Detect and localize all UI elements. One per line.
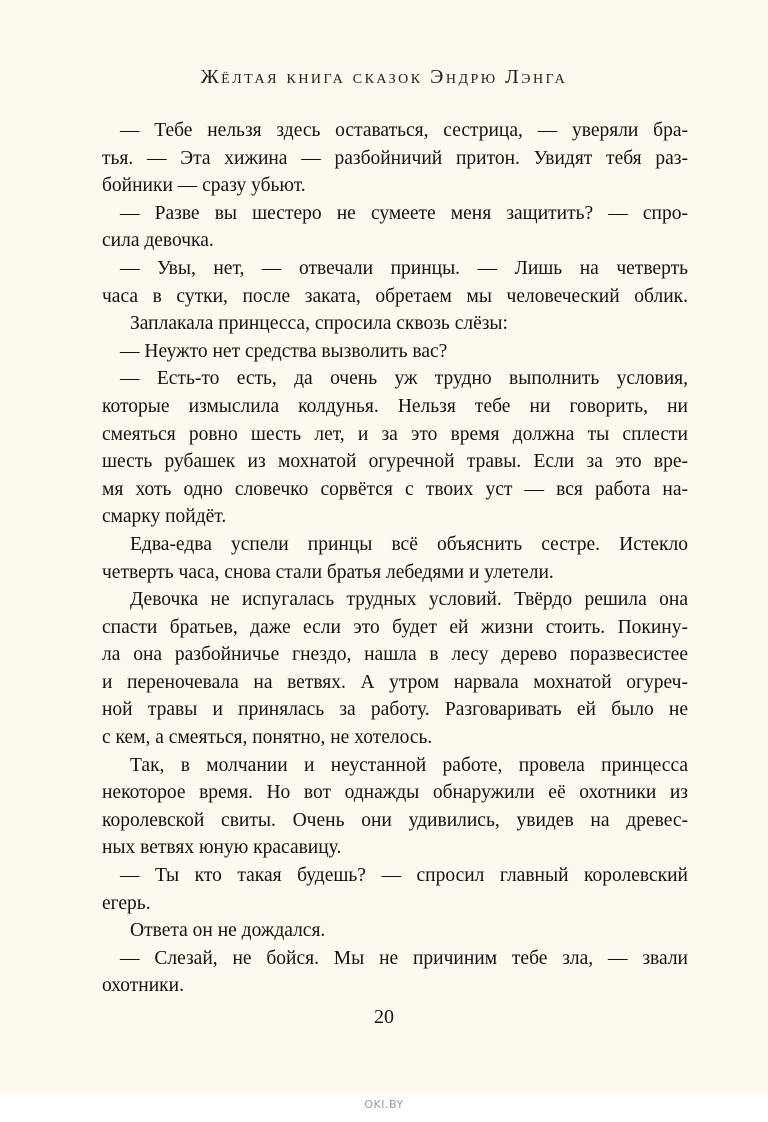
text-line: королевской свиты. Очень они удивились, увидев на древес- — [102, 809, 688, 831]
text-line: и переночевала на ветвях. А утром нарвала мохнатой огуреч- — [102, 671, 688, 693]
text-line: — Разве вы шестеро не сумеете меня защитить? — спро- — [120, 202, 688, 224]
text-line: егерь. — [102, 892, 151, 914]
text-line: четверть часа, снова стали братья лебедями и улетели. — [102, 561, 554, 583]
text-line: Девочка не испугалась трудных условий. Твёрдо решила она — [130, 589, 688, 611]
text-line: смеяться ровно шесть лет, и за это время должна ты сплести — [102, 423, 688, 445]
running-title: Жёлтая книга сказок Эндрю Лэнга — [200, 66, 568, 88]
text-line: Так, в молчании и неустанной работе, провела принцесса — [130, 754, 688, 776]
text-line: — Ты кто такая будешь? — спросил главный королевский — [120, 865, 688, 887]
text-line: ла она разбойничье гнездо, нашла в лесу дерево поразвесистее — [102, 644, 688, 666]
text-line: которые измыслила колдунья. Нельзя тебе ни говорить, ни — [102, 395, 688, 417]
text-line: некоторое время. Но вот однажды обнаружили её охотники из — [102, 782, 688, 804]
text-line: — Неужто нет средства вызволить вас? — [120, 340, 448, 362]
text-line: спасти братьев, даже если это будет ей жизни стоить. Покину- — [102, 616, 688, 638]
text-line: — Есть-то есть, да очень уж трудно выполнить условия, — [120, 368, 688, 390]
text-line: мя хоть одно словечко сорвётся с твоих уст — вся работа на- — [102, 478, 688, 500]
text-line: охотники. — [102, 975, 184, 997]
text-line: ной травы и принялась за работу. Разговаривать ей было не — [102, 699, 688, 721]
watermark: OKI.BY — [364, 1098, 404, 1111]
body-text — [102, 117, 688, 1000]
text-line: тья. — Эта хижина — разбойничий притон. Увидят тебя раз- — [102, 147, 688, 169]
text-line: сила девочка. — [102, 230, 214, 252]
text-line: — Увы, нет, — отвечали принцы. — Лишь на четверть — [120, 257, 688, 279]
page-number: 20 — [374, 1006, 394, 1028]
text-line: шесть рубашек из мохнатой огуречной травы. Если за это вре- — [102, 451, 688, 473]
text-line: — Тебе нельзя здесь оставаться, сестрица, — уверяли бра- — [120, 120, 688, 141]
text-line: Заплакала принцесса, спросила сквозь слёзы: — [130, 313, 508, 335]
text-line: с кем, а смеяться, понятно, не хотелось. — [102, 727, 433, 749]
text-line: бойники — сразу убьют. — [102, 175, 306, 197]
text-line: часа в сутки, после заката, обретаем мы человеческий облик. — [102, 285, 688, 307]
text-line: смарку пойдёт. — [102, 506, 227, 528]
text-line: ных ветвях юную красавицу. — [102, 837, 342, 859]
text-line: Едва-едва успели принцы всё объяснить сестре. Истекло — [130, 533, 688, 555]
text-line: Ответа он не дождался. — [130, 920, 326, 942]
text-line: — Слезай, не бойся. Мы не причиним тебе зла, — звали — [120, 947, 688, 969]
